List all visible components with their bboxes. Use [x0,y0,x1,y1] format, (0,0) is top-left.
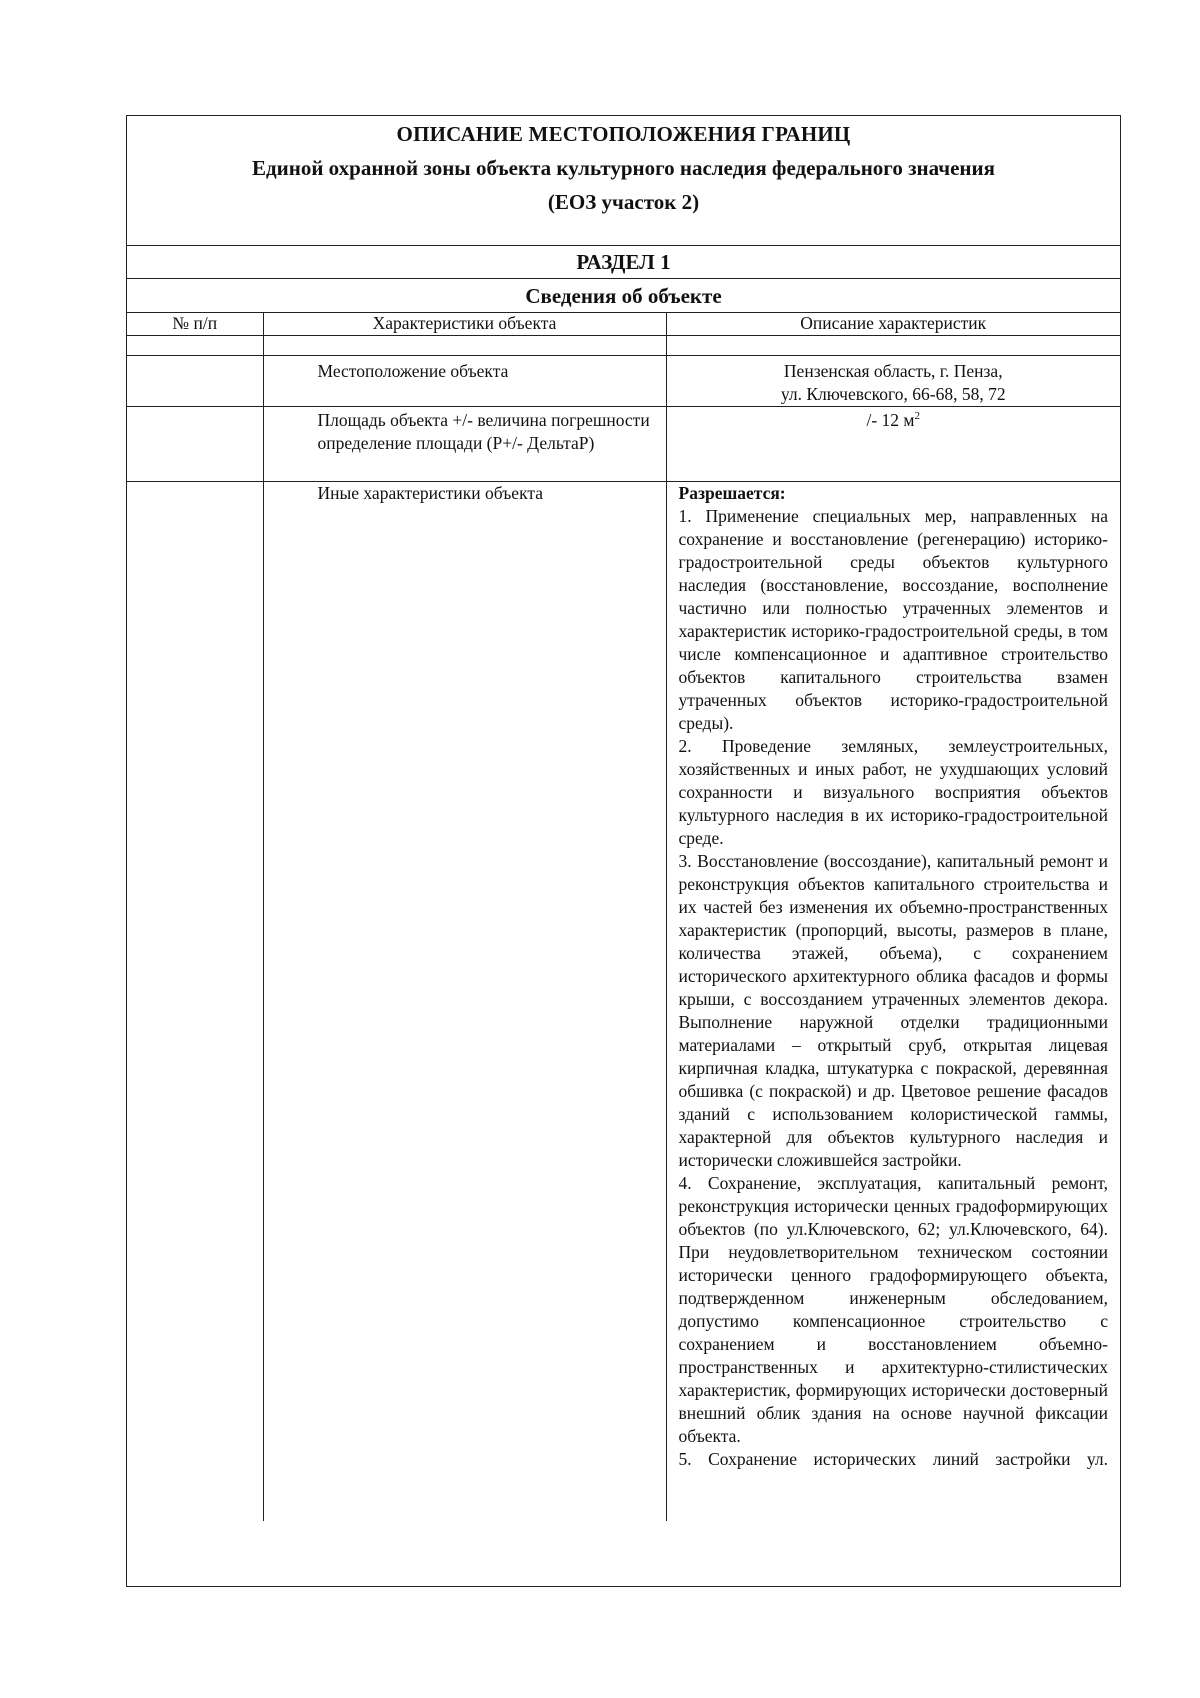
column-header-description: Описание характеристик [666,313,1120,335]
section-heading: РАЗДЕЛ 1 [127,246,1120,279]
document-title-block [127,116,1120,246]
table-row-area [127,406,1120,481]
table-header-row [127,313,1120,335]
paragraph: 2. Проведение земляных, землеустроительных, хозяйственных и иных работ, не ухудшающих условий сохранности и визуального восприятия объектов культурного наследия в их историко-градостроительной среде. [678,735,1108,848]
area-unit-superscript: 2 [914,409,920,422]
other-label: Иные характеристики объекта [317,482,543,503]
allowed-heading: Разрешается: [678,482,786,503]
document-frame [126,115,1121,1587]
area-label: Площадь объекта +/- величина погрешности определение площади (Р+/- ДельтаР) [317,409,650,453]
location-label: Местоположение объекта [317,360,509,381]
column-header-number: № п/п [127,313,263,335]
document-subtitle: Единой охранной зоны объекта культурного наследия федерального значения [252,156,995,180]
area-value: /- 12 м [866,409,915,430]
subsection-heading: Сведения об объекте [127,279,1120,313]
paragraph: 3. Восстановление (воссоздание), капитальный ремонт и реконструкция объектов капитального строительства и их частей без изменения их объемно-пространственных характеристик (пропорций, высоты, размеров в плане, количества этажей, объема), с сохранением исторического архитектурного облика фасадов и формы крыши, с воссозданием утраченных элементов декора. Выполнение наружной отделки традиционными материалами – открытый сруб, открытая лицевая кирпичная кладка, штукатурка с покраской, деревянная обшивка (с покраской) и др. Цветовое решение фасадов зданий с использованием колористической гаммы, характерной для объектов культурного наследия и исторически сложившейся застройки. [678,850,1108,1170]
paragraph: 4. Сохранение, эксплуатация, капитальный ремонт, реконструкция исторически ценных градоформирующих объектов (по ул.Ключевского, 62; ул.Ключевского, 64). При неудовлетворительном техническом состоянии исторически ценного градоформирующего объекта, подтвержденном инженерным обследованием, допустимо компенсационное строительство с сохранением и восстановлением объемно-пространственных и архитектурно-стилистических характеристик, формирующих исторически достоверный внешний облик здания на основе научной фиксации объекта. [678,1172,1108,1446]
table-row-empty [127,335,1120,355]
document-subtitle-area: (ЕОЗ участок 2) [547,190,700,214]
paragraph: 5. Сохранение исторических линий застройки ул. [678,1448,1108,1469]
document-title: ОПИСАНИЕ МЕСТОПОЛОЖЕНИЯ ГРАНИЦ [396,122,851,146]
location-value-line2: ул. Ключевского, 66-68, 58, 72 [780,383,1006,404]
column-header-characteristic: Характеристики объекта [263,313,666,335]
location-value-line1: Пензенская область, г. Пенза, [783,360,1003,381]
table-row-location [127,355,1120,406]
object-info-table [127,313,1120,1521]
paragraph: 1. Применение специальных мер, направленных на сохранение и восстановление (регенерацию) историко-градостроительной среды объектов культурного наследия (восстановление, воссоздание, восполнение частично или полностью утраченных элементов и характеристик историко-градостроительной среды, в том числе компенсационное и адаптивное строительство объектов капитального строительства взамен утраченных объектов историко-градостроительной среды). [678,505,1108,733]
table-row-other [127,481,1120,1521]
